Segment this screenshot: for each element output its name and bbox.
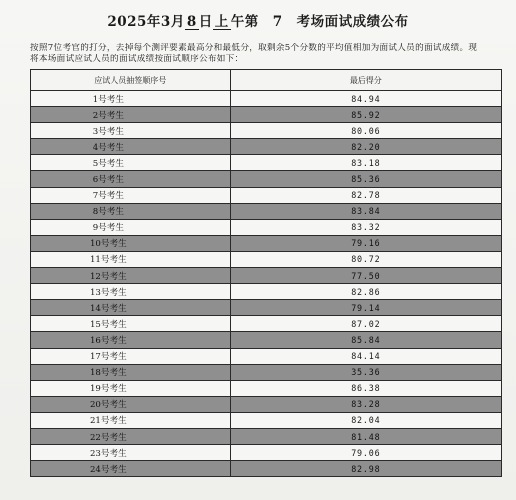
document-title: [0, 10, 516, 30]
table-row: [31, 235, 502, 251]
final-score: 83.84: [230, 203, 501, 219]
table-row: [31, 428, 502, 444]
final-score: 79.16: [230, 235, 501, 251]
candidate-number: [31, 348, 231, 364]
candidate-number-text: 11号考生: [89, 255, 127, 266]
candidate-number-text: 9号考生: [92, 223, 124, 234]
title-suffix: 考场面试成绩公布: [296, 14, 409, 30]
candidate-number: [31, 235, 231, 251]
candidate-number-text: 19号考生: [89, 384, 127, 395]
candidate-number-text: 5号考生: [92, 158, 124, 169]
table-row: [31, 461, 502, 477]
table-row: [31, 412, 502, 428]
candidate-number: [31, 155, 231, 171]
final-score: 83.28: [230, 396, 501, 412]
candidate-number-text: 13号考生: [89, 287, 127, 298]
candidate-number-text: 3号考生: [92, 126, 124, 137]
title-period-suffix: 午第: [230, 14, 259, 30]
table-row: [31, 251, 502, 267]
candidate-number-text: 1号考生: [92, 94, 124, 105]
candidate-number: [31, 316, 231, 332]
candidate-number-text: 8号考生: [92, 207, 124, 218]
table-row: [31, 316, 502, 332]
candidate-number: [31, 251, 231, 267]
final-score: 86.38: [230, 380, 501, 396]
candidate-number-text: 23号考生: [89, 448, 127, 459]
table-row: [31, 219, 502, 235]
candidate-number: [31, 332, 231, 348]
candidate-number-text: 7号考生: [92, 191, 124, 202]
candidate-number: [31, 445, 231, 461]
header-draw-order: 应试人员抽签顺序号: [31, 70, 231, 91]
final-score: 84.14: [230, 348, 501, 364]
final-score: 82.04: [230, 412, 501, 428]
candidate-number-text: 10号考生: [89, 239, 127, 250]
final-score: 85.36: [230, 171, 501, 187]
candidate-number: [31, 219, 231, 235]
candidate-number-text: 12号考生: [89, 271, 127, 282]
table-row: [31, 171, 502, 187]
candidate-number: [31, 461, 231, 477]
final-score: 87.02: [230, 316, 501, 332]
intro-line-1: 按照7位考官的打分，去掉每个测评要素最高分和最低分，取剩余5个分数的平均值相加为面试人员的面试成绩。现: [30, 43, 478, 53]
candidate-number-text: 16号考生: [89, 335, 127, 346]
candidate-number: [31, 380, 231, 396]
final-score: 83.32: [230, 219, 501, 235]
candidate-number: [31, 300, 231, 316]
candidate-number-text: 24号考生: [89, 464, 127, 475]
candidate-number-text: 2号考生: [92, 110, 124, 121]
title-day-unit: 日: [198, 14, 213, 30]
final-score: 85.84: [230, 332, 501, 348]
candidate-number: [31, 203, 231, 219]
final-score: 79.06: [230, 445, 501, 461]
title-prefix: 2025年3月: [107, 14, 185, 30]
table-header-row: [31, 70, 502, 91]
table-row: [31, 107, 502, 123]
title-day: 8: [186, 14, 197, 30]
candidate-number: [31, 428, 231, 444]
final-score: 81.48: [230, 428, 501, 444]
table-body: [31, 91, 502, 477]
final-score: 80.72: [230, 251, 501, 267]
final-score: 85.92: [230, 107, 501, 123]
table-row: [31, 445, 502, 461]
header-final-score: 最后得分: [230, 70, 501, 91]
candidate-number-text: 4号考生: [92, 142, 124, 153]
final-score: 80.06: [230, 123, 501, 139]
title-period: 上: [214, 14, 229, 30]
intro-line-2: 将本场面试应试人员的面试成绩按面试顺序公布如下：: [30, 54, 244, 64]
candidate-number-text: 15号考生: [89, 319, 127, 330]
table-row: [31, 123, 502, 139]
candidate-number: [31, 139, 231, 155]
candidate-number: [31, 364, 231, 380]
title-room: 7: [272, 14, 283, 30]
candidate-number: [31, 171, 231, 187]
candidate-number: [31, 187, 231, 203]
candidate-number: [31, 284, 231, 300]
table-row: [31, 268, 502, 284]
table-row: [31, 139, 502, 155]
table-row: [31, 284, 502, 300]
candidate-number-text: 6号考生: [92, 175, 124, 186]
final-score: 82.20: [230, 139, 501, 155]
final-score: 77.50: [230, 268, 501, 284]
candidate-number-text: 14号考生: [89, 303, 127, 314]
final-score: 35.36: [230, 364, 501, 380]
final-score: 83.18: [230, 155, 501, 171]
final-score: 82.78: [230, 187, 501, 203]
scores-table: [30, 69, 502, 477]
table-row: [31, 203, 502, 219]
table-row: [31, 396, 502, 412]
table-row: [31, 364, 502, 380]
final-score: 82.86: [230, 284, 501, 300]
table-row: [31, 300, 502, 316]
candidate-number-text: 20号考生: [89, 400, 127, 411]
table-row: [31, 91, 502, 107]
table-row: [31, 155, 502, 171]
candidate-number: [31, 107, 231, 123]
table-row: [31, 348, 502, 364]
candidate-number: [31, 396, 231, 412]
table-row: [31, 187, 502, 203]
candidate-number-text: 17号考生: [89, 352, 127, 363]
candidate-number-text: 22号考生: [89, 432, 127, 443]
final-score: 82.98: [230, 461, 501, 477]
final-score: 79.14: [230, 300, 501, 316]
candidate-number: [31, 412, 231, 428]
final-score: 84.94: [230, 91, 501, 107]
candidate-number: [31, 91, 231, 107]
intro-paragraph: [30, 43, 500, 65]
table-row: [31, 332, 502, 348]
candidate-number-text: 18号考生: [89, 368, 127, 379]
candidate-number: [31, 268, 231, 284]
candidate-number-text: 21号考生: [89, 416, 127, 427]
table-row: [31, 380, 502, 396]
candidate-number: [31, 123, 231, 139]
